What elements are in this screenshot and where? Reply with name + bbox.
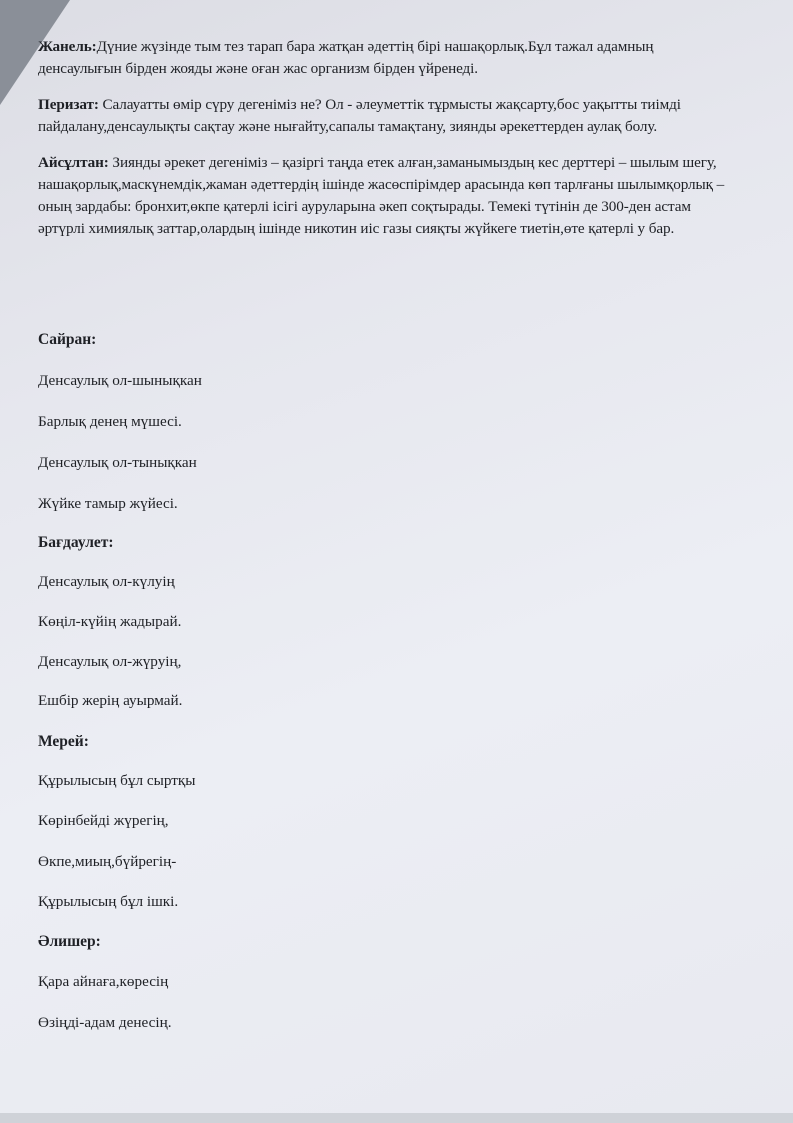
speaker-name: Жанель: — [38, 38, 97, 55]
section-heading-alisher: Әлишер: — [38, 933, 101, 950]
paragraph-aisultan — [38, 152, 738, 240]
verse-line: Барлық денең мүшесі. — [38, 413, 182, 430]
verse-line: Денсаулық ол-шынықкан — [38, 372, 202, 389]
verse-line: Құрылысың бұл сыртқы — [38, 772, 196, 789]
speaker-name: Айсұлтан: — [38, 154, 109, 171]
section-heading-bagdaulet: Бағдаулет: — [38, 534, 114, 551]
prose-block — [38, 36, 738, 254]
verse-line: Құрылысың бұл ішкі. — [38, 893, 179, 910]
verse-line: Ешбір жерің ауырмай. — [38, 692, 183, 709]
paragraph-text: Салауатты өмір сүру дегеніміз не? Ол - әлеуметтік тұрмысты жақсарту,бос уақытты тиімді пайдалану,денсаулықты сақтау және нығайту,сапалы тамақтану, зиянды әрекеттерден аулақ болу. — [38, 96, 681, 135]
section-heading-sairan: Сайран: — [38, 331, 97, 348]
speaker-name: Перизат: — [38, 96, 99, 113]
verse-line: Көңіл-күйің жадырай. — [38, 613, 182, 630]
verse-line: Жүйке тамыр жүйесі. — [38, 495, 178, 512]
verse-line: Денсаулық ол-жүруің, — [38, 653, 182, 670]
verse-line: Өзіңді-адам денесің. — [38, 1014, 172, 1031]
verse-line: Көрінбейді жүрегің, — [38, 812, 169, 829]
paragraph-zhanel — [38, 36, 738, 80]
page-bottom-edge — [0, 1113, 793, 1123]
verse-line: Қара айнаға,көресің — [38, 973, 169, 990]
paragraph-text: Зиянды әрекет дегеніміз – қазіргі таңда етек алған,заманымыздың кес дерттері – шылым шегу, нашақорлық,маскүнемдік,жаман әдеттердің ішінде жасөспірімдер арасында көп тарлғаны шылымқорлық – оның зардабы: бронхит,өкпе қатерлі ісігі ауруларына әкеп соқтырады. Темекі түтінін де 300-ден астам әртүрлі химиялық заттар,олардың ішінде никотин иіс газы сияқты жүйкеге тиетін,өте қатерлі у бар. — [38, 154, 725, 237]
verse-line: Денсаулық ол-күлуің — [38, 573, 175, 590]
paragraph-perizat — [38, 94, 738, 138]
verse-line: Өкпе,миың,бүйрегің- — [38, 853, 177, 870]
verse-line: Денсаулық ол-тынықкан — [38, 454, 197, 471]
section-heading-merei: Мерей: — [38, 733, 89, 750]
paragraph-text: Дүние жүзінде тым тез тарап бара жатқан әдеттің бірі нашақорлық.Бұл тажал адамның денсаулығын бірден жояды және оған жас организм бірден үйренеді. — [38, 38, 654, 77]
